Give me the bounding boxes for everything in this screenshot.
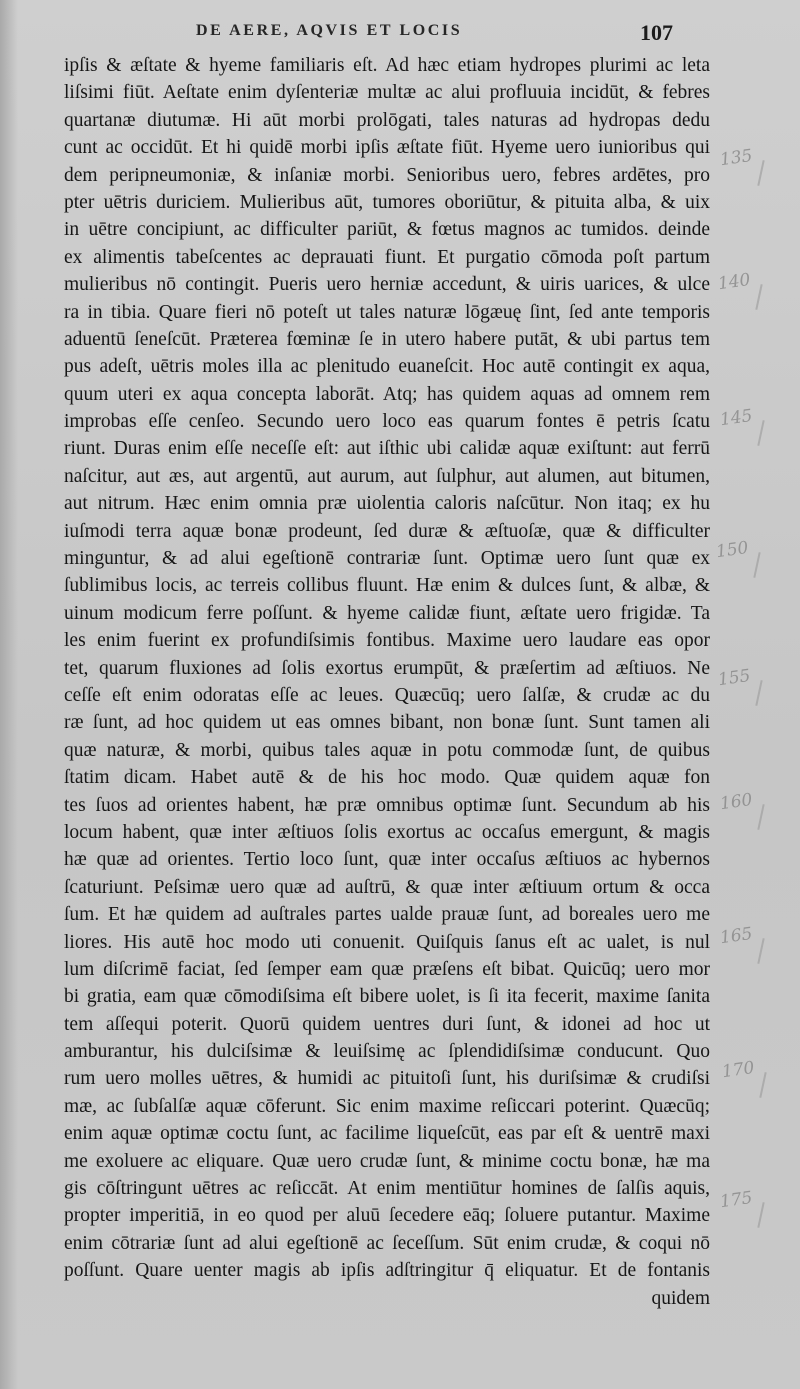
text-line: me exoluere ac eliquare. Quæ uero crudæ ſunt, & minime coctu bonæ, hæ ma	[64, 1150, 710, 1172]
margin-annotations	[716, 0, 800, 1389]
text-line: minguntur, & ad alui egeſtionē contrariæ ſunt. Optimæ uero ſunt quæ ex	[64, 548, 710, 570]
text-line: iuſmodi terra aquæ bonæ prodeunt, ſed duræ & æſtuoſæ, quæ & difficulter	[64, 520, 710, 542]
text-line: dem peripneumoniæ, & inſaniæ morbi. Senioribus uero, febres ardētes, pro	[64, 164, 710, 186]
pencil-stroke	[755, 284, 762, 310]
text-line: pter uētris duriciem. Mulieribus aūt, tumores oboriūtur, & pituita alba, & uix	[64, 191, 710, 213]
pencil-stroke	[757, 938, 764, 964]
text-line: quæ naturæ, & morbi, quibus tales aquæ in potu commodæ ſunt, de quibus	[64, 739, 710, 761]
text-line: tem aſſequi poterit. Quorū quidem uentres duri ſunt, & idonei ad hoc ut	[64, 1013, 710, 1035]
text-line: poſſunt. Quare uenter magis ab ipſis adſtringitur q̄ eliquatur. Et de fontanis	[64, 1260, 710, 1282]
margin-annotation: 155	[716, 665, 752, 691]
text-line: naſcitur, aut æs, aut argentū, aut aurum, aut ſulphur, aut alumen, aut bitumen,	[64, 465, 710, 487]
text-line: ſcaturiunt. Peſsimæ uero quæ ad auſtrū, & quæ inter æſtiuum ortum & occa	[64, 876, 710, 898]
text-line: aut nitrum. Hæc enim omnia præ uiolentia caloris naſcūtur. Non itaq; ex hu	[64, 493, 710, 515]
pencil-stroke	[759, 1072, 766, 1098]
pencil-stroke	[757, 1202, 764, 1228]
catchword: quidem	[651, 1287, 710, 1309]
page-number: 107	[640, 20, 673, 45]
running-title: DE AERE, AQVIS ET LOCIS	[196, 22, 463, 39]
margin-annotation: 175	[718, 1187, 754, 1213]
text-line: mæ, ac ſubſalſæ aquæ cōferunt. Sic enim maxime reſiccari poterint. Quæcūq;	[64, 1095, 710, 1117]
pencil-stroke	[757, 160, 764, 186]
text-line: enim cōtrariæ ſunt ad alui egeſtionē ac ſeceſſum. Sūt enim crudæ, & coqui nō	[64, 1232, 710, 1254]
body-text	[64, 52, 710, 1312]
margin-annotation: 170	[720, 1057, 756, 1083]
margin-annotation: 160	[718, 789, 754, 815]
text-line: tes ſuos ad orientes habent, hæ præ omnibus optimæ ſunt. Secundum ab his	[64, 794, 710, 816]
pencil-stroke	[753, 552, 760, 578]
text-line: ſublimibus locis, ac terreis collibus fluunt. Hæ enim & dulces ſunt, & albæ, &	[64, 575, 710, 597]
text-line: quartanæ diutumæ. Hi aūt morbi prolōgati, tales naturas ad hydropas dedu	[64, 109, 710, 131]
text-line: amburantur, his dulciſsimæ & leuiſsimę ac ſplendidiſsimæ conducunt. Quo	[64, 1041, 710, 1063]
text-line: locum habent, quæ inter æſtiuos ſolis exortus ac occaſus emergunt, & magis	[64, 821, 710, 843]
text-line: les enim fuerint ex profundiſsimis fontibus. Maxime uero laudare eas opor	[64, 630, 710, 652]
margin-annotation: 145	[718, 405, 754, 431]
pencil-stroke	[757, 804, 764, 830]
text-line: lum diſcrimē faciat, ſed ſemper eam quæ præſens eſt bibat. Quicūq; uero mor	[64, 958, 710, 980]
pencil-stroke	[755, 680, 762, 706]
text-line: riunt. Duras enim eſſe neceſſe eſt: aut iſthic ubi calidæ aquæ exiſtunt: aut ferrū	[64, 438, 710, 460]
text-line: enim aquæ optimæ coctu ſunt, ac facilime liqueſcūt, eas par eſt & uentrē maxi	[64, 1123, 710, 1145]
text-line: ipſis & æſtate & hyeme familiaris eſt. Ad hæc etiam hydropes plurimi ac leta	[64, 55, 710, 76]
text-line: liores. His autē hoc modo uti conuenit. Quiſquis ſanus eſt ac ualet, is nul	[64, 931, 710, 953]
pencil-stroke	[757, 420, 764, 446]
text-line: ræ ſunt, ad hoc quidem ut eas omnes bibant, non bonæ ſunt. Sunt tamen ali	[64, 712, 710, 734]
text-line: rum uero molles uētres, & humidi ac pituitoſi ſunt, his duriſsimæ & crudiſsi	[64, 1068, 710, 1090]
text-line: improbas eſſe cenſeo. Secundo uero loco eas quarum fontes ē petris ſcatu	[64, 411, 710, 433]
text-line: ra in tibia. Quare fieri nō poteſt ut tales naturæ lōgæuę ſint, ſed ante temporis	[64, 301, 710, 323]
margin-annotation: 150	[714, 537, 750, 563]
margin-annotation: 140	[716, 269, 752, 295]
text-line: pus adeſt, uētris moles illa ac plenitudo euaneſcit. Hoc autē contingit ex aqua,	[64, 356, 710, 378]
text-line: cunt ac occidūt. Et hi quidē morbi ipſis æſtate fiūt. Hyeme uero iunioribus qui	[64, 137, 710, 159]
text-line: liſsimi fiūt. Aeſtate enim dyſenteriæ multæ ac alui profluuia incidūt, & febres	[64, 82, 710, 104]
text-line: in uētre concipiunt, ac difficulter pariūt, & fœtus magnos ac tumidos. deinde	[64, 219, 710, 241]
text-line: mulieribus nō contingit. Pueris uero herniæ accedunt, & uiris uarices, & ulce	[64, 274, 710, 296]
text-line: uinum modicum ferre poſſunt. & hyeme calidæ fiunt, æſtate uero frigidæ. Ta	[64, 602, 710, 624]
text-line: ſtatim dicam. Habet autē & de his hoc modo. Quæ quidem aquæ fon	[64, 767, 710, 789]
text-line: ſum. Et hæ quidem ad auſtrales partes ualde prauæ ſunt, ad boreales uero me	[64, 904, 710, 926]
text-line: propter imperitiā, in eo quod per aluū ſecedere eāq; ſoluere putantur. Maxime	[64, 1205, 710, 1227]
text-line: ceſſe eſt enim odoratas eſſe ac leues. Quæcūq; uero ſalſæ, & crudæ ac du	[64, 684, 710, 706]
text-line: hæ quæ ad orientes. Tertio loco ſunt, quæ inter occaſus æſtiuos ac hybernos	[64, 849, 710, 871]
text-line: quum uteri ex aqua concepta laborāt. Atq; has quidem aquas ad omnem rem	[64, 383, 710, 405]
margin-annotation: 165	[718, 923, 754, 949]
text-line: bi gratia, eam quæ cōmodiſsima eſt bibere uolet, is ſi ita fecerit, maxime ſanita	[64, 986, 710, 1008]
text-line: gis cōſtringunt uētres ac reſiccāt. At enim mentiūtur homines de ſalſis aquis,	[64, 1178, 710, 1200]
text-line: tet, quarum fluxiones ad ſolis exortus erumpūt, & præſertim ad æſtiuos. Ne	[64, 657, 710, 679]
text-line: ex alimentis tabeſcentes ac deprauati fiunt. Et purgatio cōmoda poſt partum	[64, 246, 710, 268]
text-line: aduentū ſeneſcūt. Præterea fœminæ ſe in utero habere putāt, & ubi partus tem	[64, 328, 710, 350]
margin-annotation: 135	[718, 145, 754, 171]
